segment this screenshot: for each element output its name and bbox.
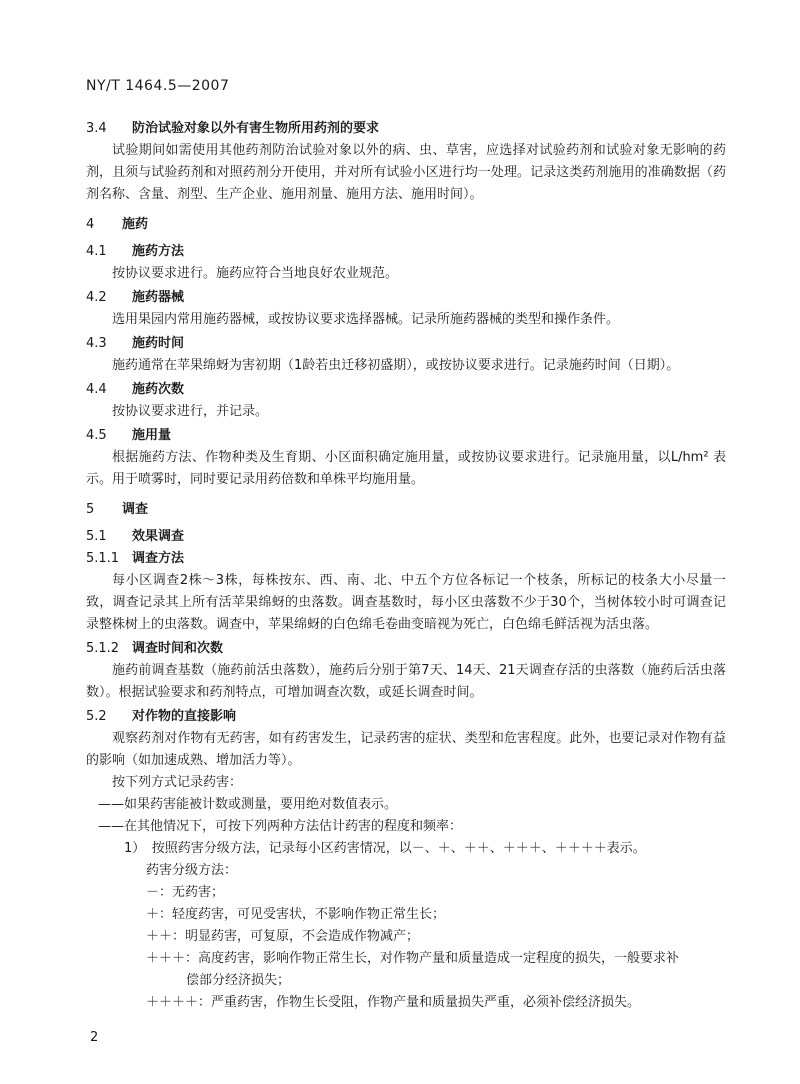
grade-none: －：无药害； (146, 885, 225, 900)
grade-method-title: 药害分级方法： (146, 863, 238, 878)
section-number: 4.3 (86, 336, 107, 351)
section-4-2-text: 选用果园内常用施药器械，或按协议要求选择器械。记录所施药器械的类型和操作条件。 (112, 312, 620, 327)
section-title: 调查方法 (132, 551, 185, 566)
section-4-3-heading (86, 333, 726, 355)
section-number: 5.2 (86, 709, 107, 724)
section-title: 效果调查 (132, 529, 185, 544)
section-5-1-1-heading (86, 548, 726, 570)
section-5-1-1-text: 每小区调查2株～3株，每株按东、西、南、北、中五个方位各标记一个枝条，所标记的枝条大小尽量一致，调查记录其上所有活苹果绵蚜的虫落数。调查基数时，每小区虫落数不少于30个，当树体较小时可调查记录整株树上的虫落数。调查中，苹果绵蚜的白色绵毛卷曲变暗视为死亡，白色绵毛鲜活视为活虫落。 (86, 573, 726, 632)
section-title: 施用量 (132, 428, 172, 443)
section-4-2-heading (86, 287, 726, 309)
section-number: 4 (86, 217, 95, 232)
section-title: 调查时间和次数 (132, 641, 224, 656)
section-5-1-2-heading (86, 638, 726, 660)
section-4-1-text: 按协议要求进行。施药应符合当地良好农业规范。 (112, 266, 399, 281)
section-title: 调查 (122, 502, 149, 517)
section-title: 对作物的直接影响 (132, 709, 237, 724)
standard-header: NY/T 1464.5—2007 (86, 78, 230, 94)
section-title: 防治试验对象以外有害生物所用药剂的要求 (132, 121, 380, 136)
section-title: 施药器械 (132, 290, 185, 305)
grade-light: ＋：轻度药害，可见受害状，不影响作物正常生长； (146, 907, 446, 922)
page-number: 2 (90, 1030, 99, 1045)
section-title: 施药 (122, 217, 149, 232)
section-title: 施药时间 (132, 336, 185, 351)
section-number: 5.1.1 (86, 551, 120, 566)
dash-item-2: ——在其他情况下，可按下列两种方法估计药害的程度和频率： (98, 819, 463, 834)
grade-high-continued: 偿部分经济损失； (186, 973, 291, 988)
section-4-3-text: 施药通常在苹果绵蚜为害初期（1龄若虫迁移初盛期），或按协议要求进行。记录施药时间（日期）。 (112, 358, 680, 373)
section-title: 施药方法 (132, 244, 185, 259)
grade-obvious: ＋＋：明显药害，可复原，不会造成作物减产； (146, 929, 420, 944)
section-number: 3.4 (86, 121, 107, 136)
section-number: 5.1 (86, 529, 107, 544)
section-5-1-heading (86, 526, 726, 548)
section-4-5-text: 根据施药方法、作物种类及生育期、小区面积确定施用量，或按协议要求进行。记录施用量，以L/hm² 表示。用于喷雾时，同时要记录用药倍数和单株平均施用量。 (86, 450, 726, 487)
section-5-heading (86, 499, 726, 521)
section-number: 4.2 (86, 290, 107, 305)
section-3-4-heading (86, 118, 726, 140)
section-5-2-heading (86, 706, 726, 728)
section-number: 4.5 (86, 428, 107, 443)
section-4-5-heading (86, 425, 726, 447)
record-method-intro: 按下列方式记录药害： (112, 775, 243, 790)
section-4-1-heading (86, 241, 726, 263)
grade-high: ＋＋＋：高度药害，影响作物正常生长，对作物产量和质量造成一定程度的损失，一般要求补 (146, 951, 680, 966)
grade-severe: ＋＋＋＋：严重药害，作物生长受阻，作物产量和质量损失严重，必须补偿经济损失。 (146, 995, 641, 1010)
section-number: 5.1.2 (86, 641, 120, 656)
section-title: 施药次数 (132, 382, 185, 397)
section-number: 4.1 (86, 244, 107, 259)
section-5-1-2-text: 施药前调查基数（施药前活虫落数），施药后分别于第7天、14天、21天调查存活的虫落数（施药后活虫落数）。根据试验要求和药剂特点，可增加调查次数，或延长调查时间。 (86, 663, 726, 700)
document-body (86, 118, 726, 1014)
section-4-4-heading (86, 379, 726, 401)
numbered-item-1: 1） 按照药害分级方法，记录每小区药害情况，以－、＋、＋＋、＋＋＋、＋＋＋＋表示。 (124, 841, 646, 856)
section-4-heading (86, 214, 726, 236)
section-5-2-text: 观察药剂对作物有无药害，如有药害发生，记录药害的症状、类型和危害程度。此外，也要记录对作物有益的影响（如加速成熟、增加活力等）。 (86, 731, 726, 768)
section-4-4-text: 按协议要求进行，并记录。 (112, 404, 269, 419)
section-number: 4.4 (86, 382, 107, 397)
section-number: 5 (86, 502, 95, 517)
dash-item-1: ——如果药害能被计数或测量，要用绝对数值表示。 (98, 797, 398, 812)
section-3-4-text: 试验期间如需使用其他药剂防治试验对象以外的病、虫、草害，应选择对试验药剂和试验对象无影响的药剂，且须与试验药剂和对照药剂分开使用，并对所有试验小区进行均一处理。记录这类药剂施用的准确数据（药剂名称、含量、剂型、生产企业、施用剂量、施用方法、施用时间）。 (86, 143, 726, 202)
